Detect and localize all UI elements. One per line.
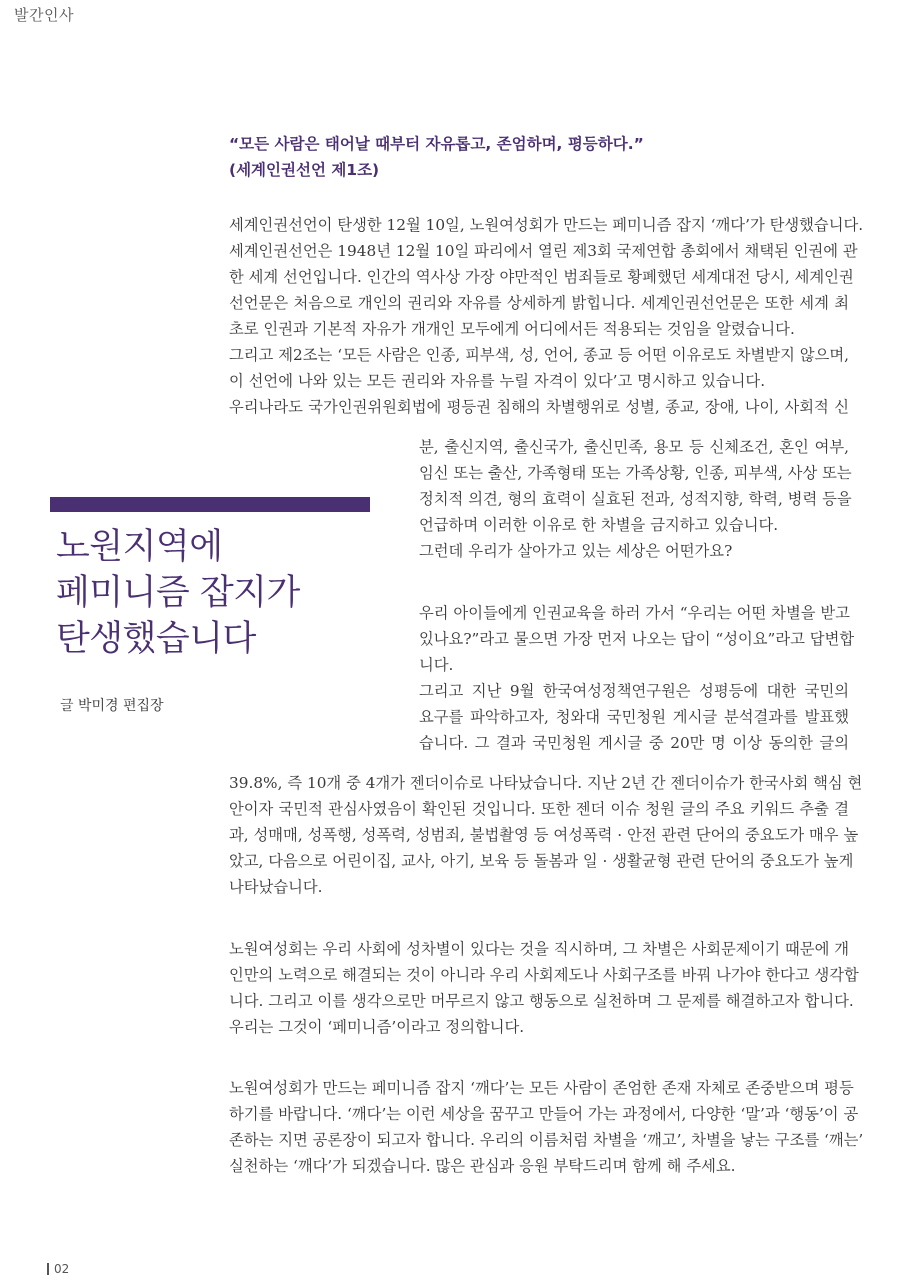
body-line: 과, 성매매, 성폭행, 성폭력, 성범죄, 불법촬영 등 여성폭력 · 안전 관련 단어의 중요도가 매우 높 [229, 826, 859, 844]
body-line: 우리는 그것이 ‘페미니즘’이라고 정의합니다. [229, 1018, 525, 1036]
body-line: 노원여성회는 우리 사회에 성차별이 있다는 것을 직시하며, 그 차별은 사회문제이기 때문에 개 [229, 940, 849, 958]
body-line: 니다. 그리고 이를 생각으로만 머무르지 않고 행동으로 실천하며 그 문제를 해결하고자 합니다. [229, 992, 854, 1010]
paragraph-discrimination [419, 434, 852, 564]
body-line: 분, 출신지역, 출신국가, 출신민족, 용모 등 신체조건, 혼인 여부, [419, 438, 849, 456]
headline [56, 524, 300, 662]
paragraph-education [419, 600, 855, 756]
body-line: 임신 또는 출산, 가족형태 또는 가족상황, 인종, 피부색, 사상 또는 [419, 464, 852, 482]
page-number-text: 02 [54, 1262, 70, 1276]
body-line: 실천하는 ‘깨다’가 되겠습니다. 많은 관심과 응원 부탁드리며 함께 해 주세요. [229, 1157, 736, 1175]
headline-line: 페미니즘 잡지가 [56, 573, 300, 613]
paragraph-feminism [229, 936, 859, 1040]
body-line: 있나요?”라고 물으면 가장 먼저 나오는 답이 “성이요”라고 답변합 [419, 630, 855, 648]
byline: 글 박미경 편집장 [60, 698, 164, 714]
body-line: 요구를 파악하고자, 청와대 국민청원 게시글 분석결과를 발표했 [419, 708, 849, 726]
body-line: 습니다. 그 결과 국민청원 게시글 중 20만 명 이상 동의한 글의 [419, 734, 849, 752]
body-line: 우리 아이들에게 인권교육을 하러 가서 “우리는 어떤 차별을 받고 [419, 604, 850, 622]
body-line: 노원여성회가 만드는 페미니즘 잡지 ‘깨다’는 모든 사람이 존엄한 존재 자체로 존중받으며 평등 [229, 1079, 854, 1097]
accent-bar [50, 497, 370, 512]
quote-source: (세계인권선언 제1조) [229, 161, 380, 179]
body-line: 선언문은 처음으로 개인의 권리와 자유를 상세하게 밝힙니다. 세계인권선언문은 또한 세계 최 [229, 294, 849, 312]
body-line: 안이자 국민적 관심사였음이 확인된 것입니다. 또한 젠더 이슈 청원 글의 주요 키워드 추출 결 [229, 800, 849, 818]
quote-line: “모든 사람은 태어날 때부터 자유롭고, 존엄하며, 평등하다.” [229, 135, 644, 153]
body-line: 39.8%, 즉 10개 중 4개가 젠더이슈로 나타났습니다. 지난 2년 간 젠더이슈가 한국사회 핵심 현 [229, 774, 863, 792]
page-marker-icon [47, 1263, 49, 1275]
body-line: 언급하며 이러한 이유로 한 차별을 금지하고 있습니다. [419, 516, 779, 534]
body-line: 정치적 의견, 형의 효력이 실효된 전과, 성적지향, 학력, 병력 등을 [419, 490, 852, 508]
body-line: 그런데 우리가 살아가고 있는 세상은 어떤가요? [419, 542, 733, 560]
body-line: 그리고 지난 9월 한국여성정책연구원은 성평등에 대한 국민의 [419, 682, 849, 700]
body-line: 세계인권선언이 탄생한 12월 10일, 노원여성회가 만드는 페미니즘 잡지 ‘깨다’가 탄생했습니다. [229, 216, 864, 234]
headline-line: 탄생했습니다 [56, 619, 256, 659]
body-line: 존하는 지면 공론장이 되고자 합니다. 우리의 이름처럼 차별을 ‘깨고’, 차별을 낳는 구조를 ‘깨는’ [229, 1131, 864, 1149]
body-line: 초로 인권과 기본적 자유가 개개인 모두에게 어디에서든 적용되는 것임을 알렸습니다. [229, 320, 795, 338]
body-line: 그리고 제2조는 ‘모든 사람은 인종, 피부색, 성, 언어, 종교 등 어떤 이유로도 차별받지 않으며, [229, 346, 849, 364]
headline-line: 노원지역에 [56, 527, 223, 567]
paragraph-gender-issue [229, 770, 863, 900]
paragraph-closing [229, 1075, 864, 1179]
body-line: 인만의 노력으로 해결되는 것이 아니라 우리 사회제도나 사회구조를 바꿔 나가야 한다고 생각합 [229, 966, 859, 984]
body-line: 한 세계 선언입니다. 인간의 역사상 가장 야만적인 범죄들로 황폐했던 세계대전 당시, 세계인권 [229, 268, 854, 286]
section-label: 발간인사 [14, 6, 74, 24]
body-line: 세계인권선언은 1948년 12월 10일 파리에서 열린 제3회 국제연합 총회에서 채택된 인권에 관 [229, 242, 858, 260]
body-line: 았고, 다음으로 어린이집, 교사, 아기, 보육 등 돌봄과 일 · 생활균형 관련 단어의 중요도가 높게 [229, 852, 854, 870]
epigraph-quote [229, 131, 849, 183]
paragraph-intro [229, 212, 864, 420]
body-line: 하기를 바랍니다. ‘깨다’는 이런 세상을 꿈꾸고 만들어 가는 과정에서, 다양한 ‘말’과 ‘행동’이 공 [229, 1105, 859, 1123]
body-line: 나타났습니다. [229, 878, 323, 896]
page-number [47, 1262, 69, 1276]
body-line: 이 선언에 나와 있는 모든 권리와 자유를 누릴 자격이 있다’고 명시하고 있습니다. [229, 372, 766, 390]
body-line: 니다. [419, 656, 454, 674]
body-line: 우리나라도 국가인권위원회법에 평등권 침해의 차별행위로 성별, 종교, 장애, 나이, 사회적 신 [229, 398, 849, 416]
